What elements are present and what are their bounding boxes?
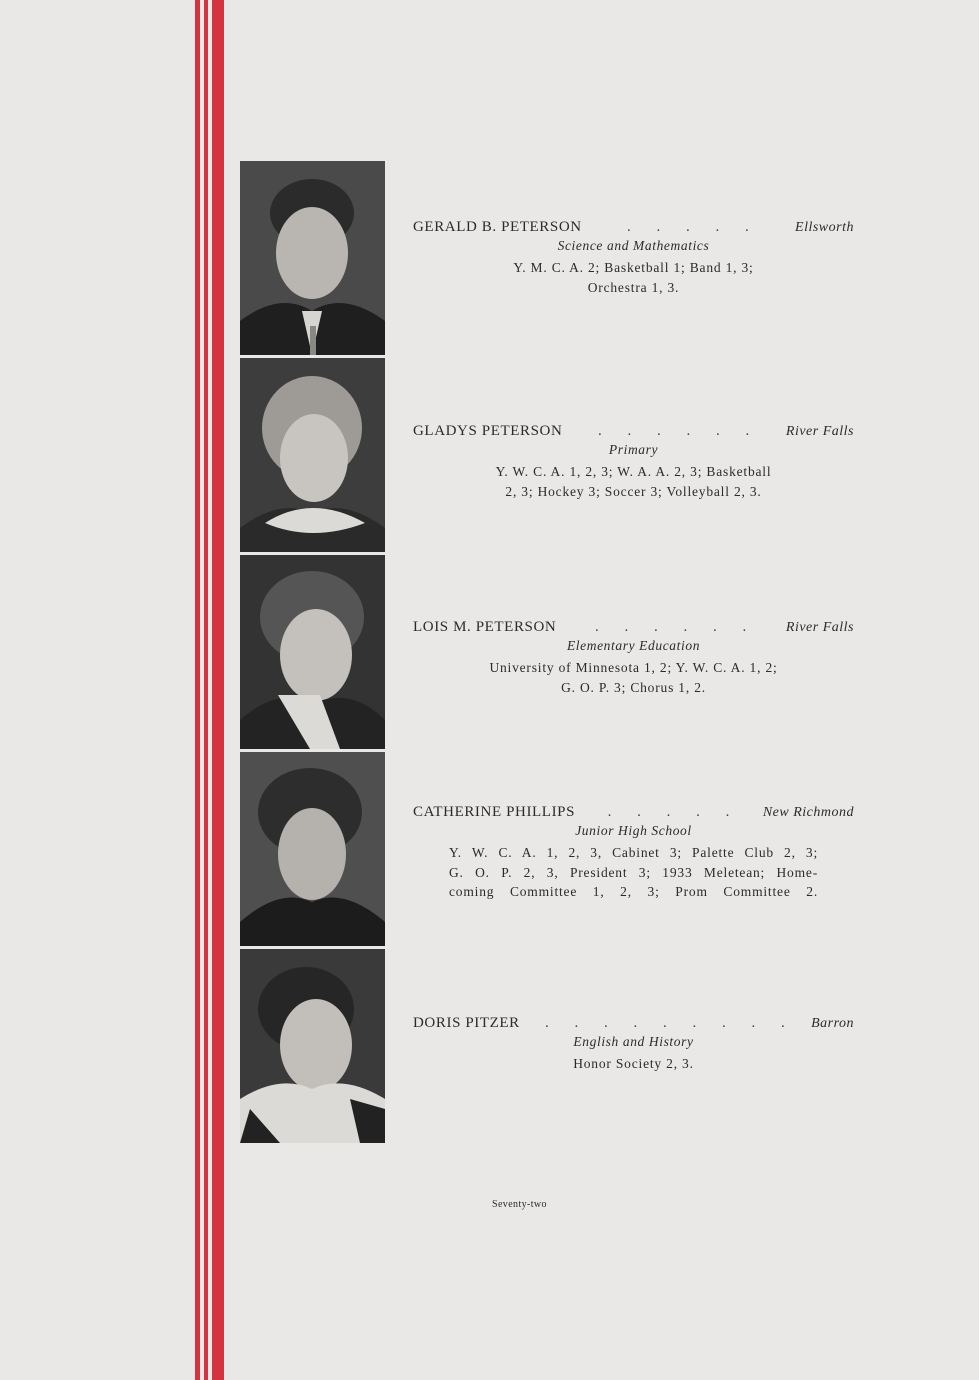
student-name: GERALD B. PETERSON: [413, 219, 582, 235]
name-line: [413, 219, 854, 236]
activities-line: Y. W. C. A. 1, 2, 3; W. A. A. 2, 3; Basketball: [495, 464, 772, 479]
activities: [413, 843, 854, 902]
activities-line: 2, 3; Hockey 3; Soccer 3; Volleyball 2, 3.: [505, 483, 762, 499]
name-line: [413, 804, 854, 821]
student-entry: [413, 219, 854, 297]
hometown: River Falls: [785, 424, 854, 439]
student-name: GLADYS PETERSON: [413, 423, 563, 439]
activities-line: Y. W. C. A. 1, 2, 3, Cabinet 3; Palette Club 2, 3;: [449, 845, 818, 860]
portrait-photo: [240, 358, 385, 552]
student-name: LOIS M. PETERSON: [413, 619, 557, 635]
course-of-study: Elementary Education: [566, 638, 701, 653]
hometown: Ellsworth: [795, 220, 854, 235]
name-line: [413, 619, 854, 636]
activities-line: University of Minnesota 1, 2; Y. W. C. A. 1, 2;: [489, 660, 778, 675]
decorative-red-rules: [195, 0, 227, 1380]
activities: [413, 462, 854, 501]
student-name: DORIS PITZER: [413, 1015, 520, 1031]
hometown: Barron: [811, 1016, 854, 1031]
portrait-column: [240, 161, 385, 1146]
course-of-study: Science and Mathematics: [557, 238, 710, 253]
leader-dots: . . . . . .: [598, 423, 761, 439]
activities: [413, 258, 854, 297]
red-rule: [212, 0, 224, 1380]
leader-dots: . . . . . . . . .: [545, 1015, 796, 1031]
student-entry: [413, 423, 854, 501]
student-entry: [413, 804, 854, 902]
portrait-photo: [240, 949, 385, 1143]
activities-line: Y. M. C. A. 2; Basketball 1; Band 1, 3;: [513, 260, 754, 275]
portrait-photo: [240, 752, 385, 946]
portrait-photo: [240, 161, 385, 355]
activities: [413, 1054, 854, 1074]
name-line: [413, 1015, 854, 1032]
course-of-study: English and History: [573, 1034, 694, 1049]
activities-line: Honor Society 2, 3.: [573, 1056, 694, 1071]
leader-dots: . . . . .: [627, 219, 760, 235]
activities-line: coming Committee 1, 2, 3; Prom Committee 2.: [449, 884, 818, 899]
activities: [413, 658, 854, 697]
page-number: Seventy-two: [492, 1199, 547, 1210]
course-of-study: Primary: [608, 442, 659, 457]
name-line: [413, 423, 854, 440]
hometown: New Richmond: [762, 805, 854, 820]
leader-dots: . . . . . .: [595, 619, 758, 635]
student-entry: [413, 619, 854, 697]
portrait-photo: [240, 555, 385, 749]
activities-line: Orchestra 1, 3.: [587, 279, 680, 295]
leader-dots: . . . . .: [607, 804, 741, 820]
hometown: River Falls: [785, 620, 854, 635]
activities-line: G. O. P. 3; Chorus 1, 2.: [561, 679, 706, 695]
course-of-study: Junior High School: [575, 823, 692, 838]
student-name: CATHERINE PHILLIPS: [413, 804, 576, 820]
activities-line: G. O. P. 2, 3, President 3; 1933 Meletean; Home-: [449, 864, 818, 880]
student-entry: [413, 1015, 854, 1074]
